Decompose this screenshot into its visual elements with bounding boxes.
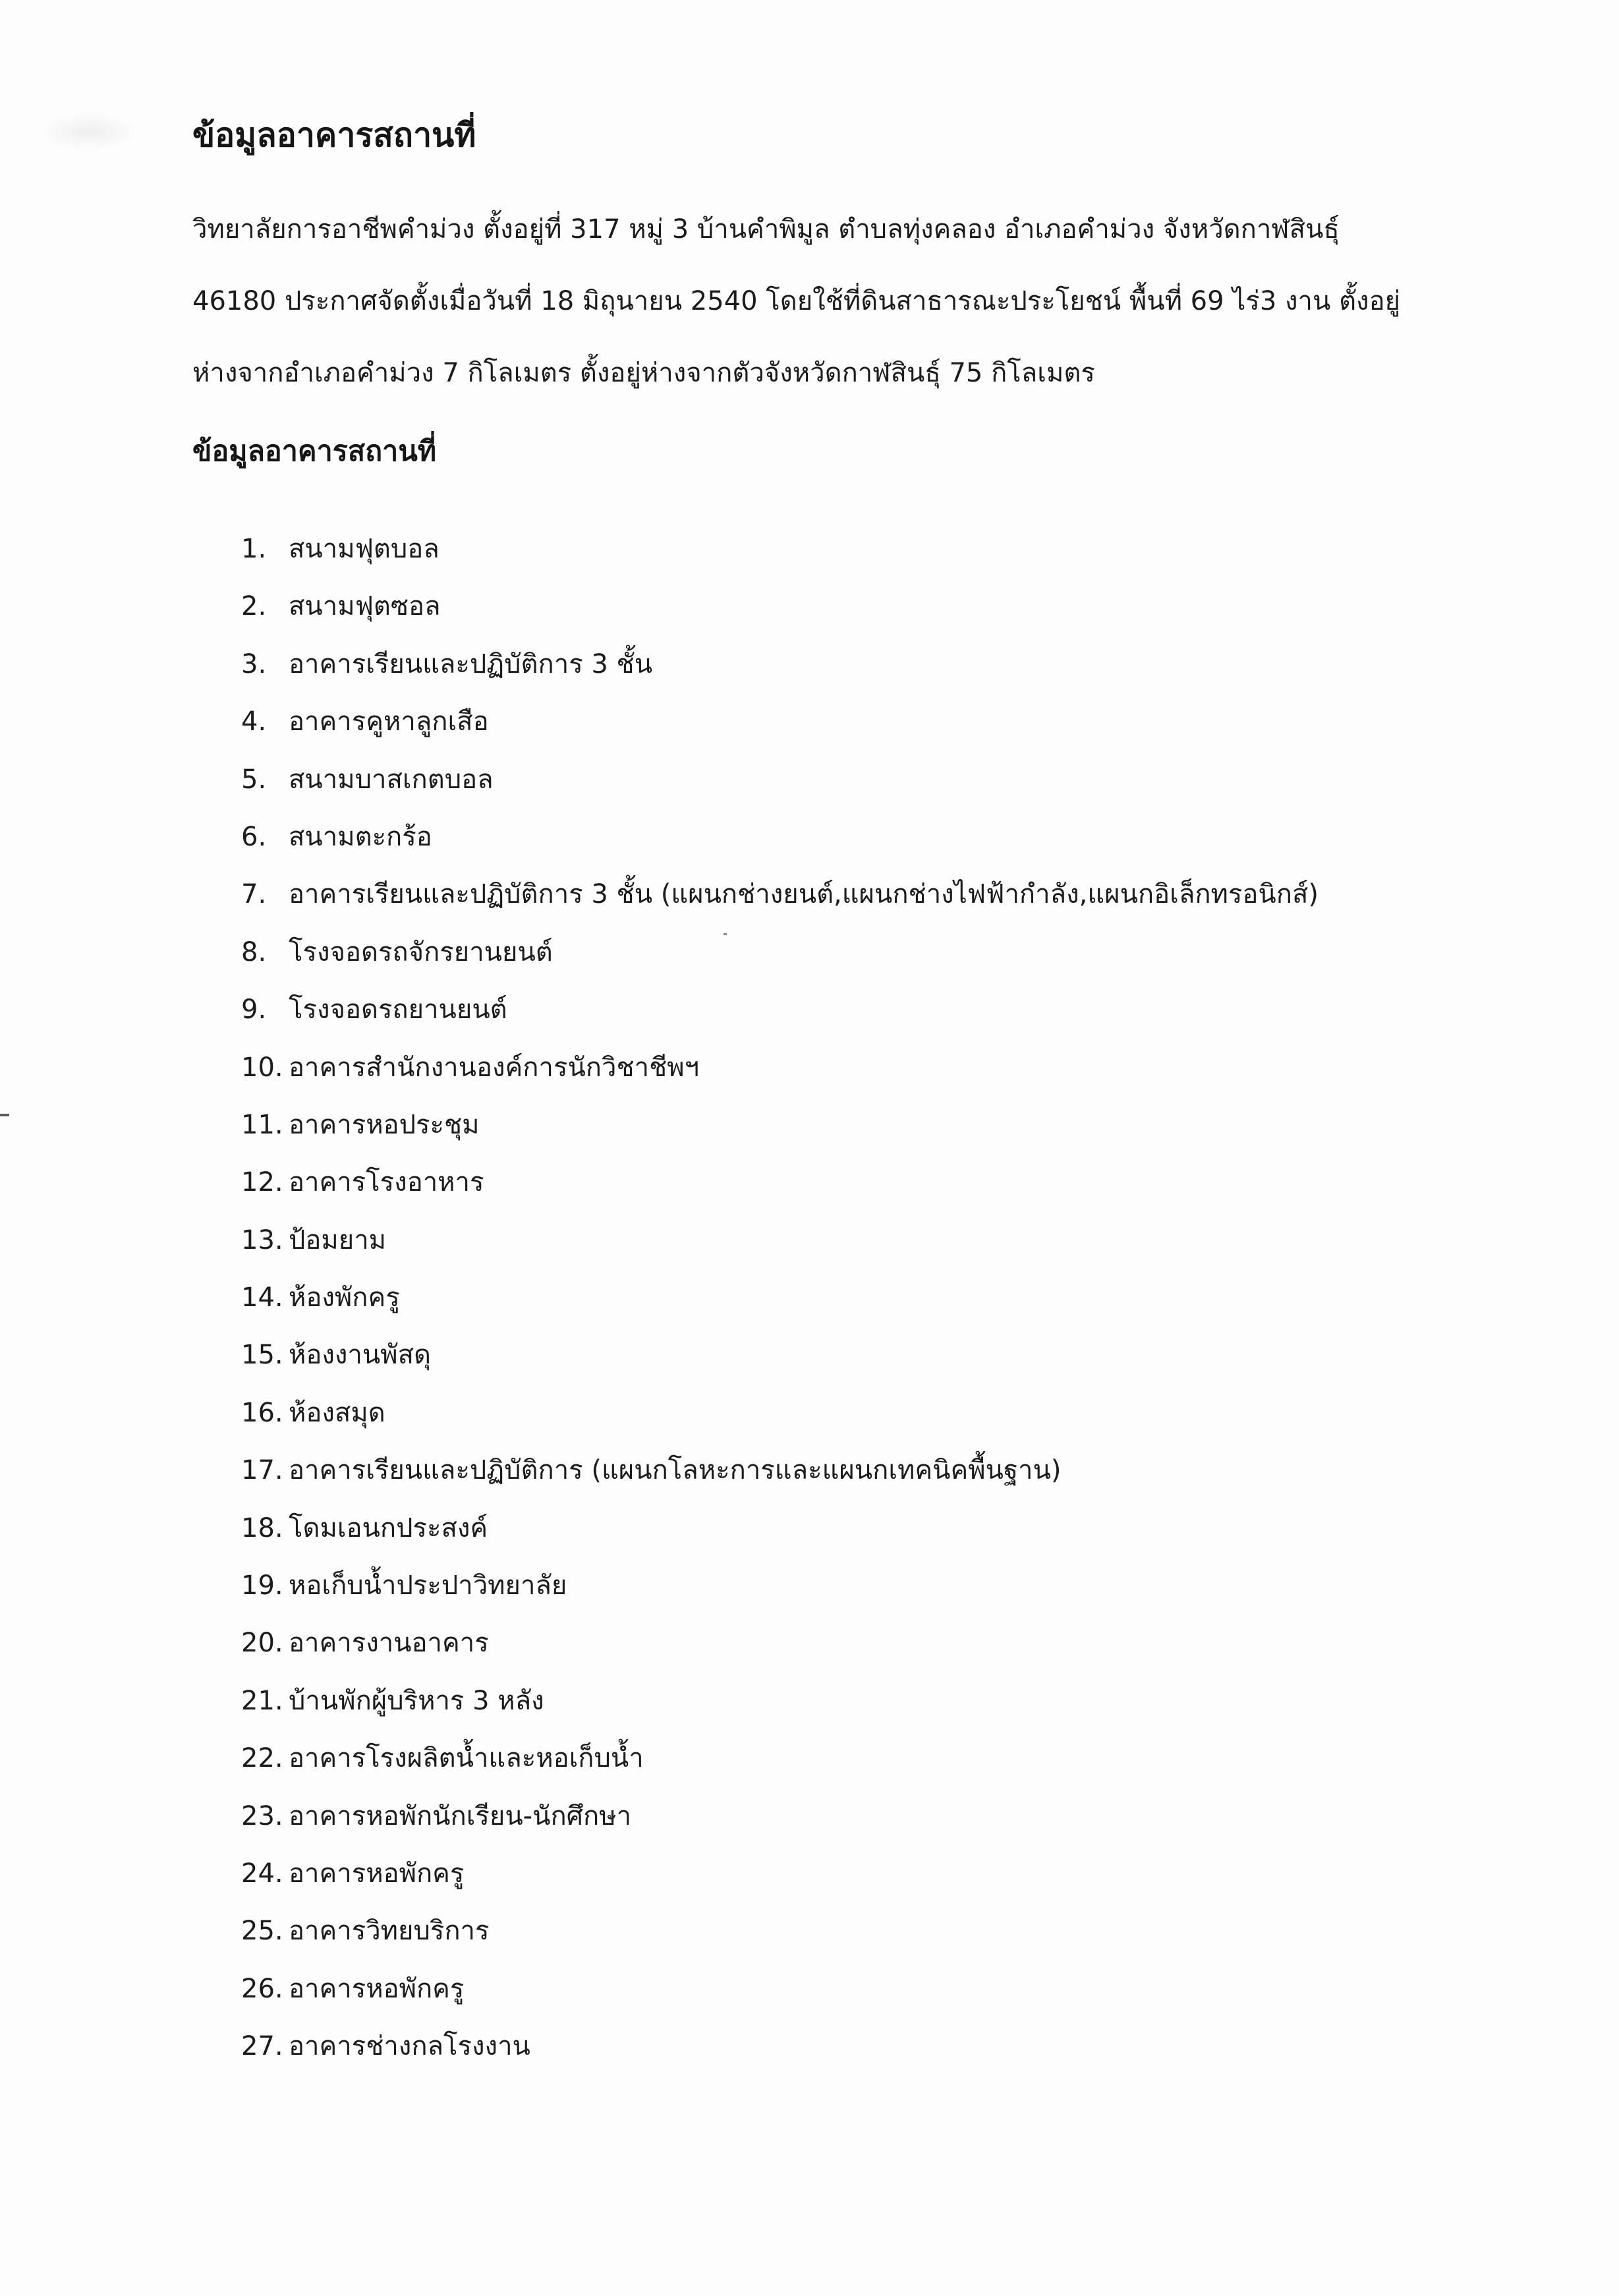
- list-item: [241, 702, 1319, 759]
- list-item: [241, 933, 1319, 990]
- intro-paragraph: [192, 210, 1444, 425]
- list-item: [241, 1048, 1319, 1105]
- item-number: 19.: [241, 1570, 283, 1601]
- item-text: อาคารวิทยบริการ: [289, 1916, 490, 1947]
- item-text: โรงจอดรถจักรยานยนต์: [289, 936, 553, 967]
- item-text: อาคารเรียนและปฏิบัติการ 3 ชั้น: [289, 648, 653, 679]
- list-item: [241, 1393, 1319, 1450]
- item-text: ห้องพักครู: [289, 1282, 400, 1313]
- list-item: [241, 1335, 1319, 1392]
- intro-line: วิทยาลัยการอาชีพคำม่วง ตั้งอยู่ที่ 317 หมู่ 3 บ้านคำพิมูล ตำบลทุ่งคลอง อำเภอคำม่วง จังหวัดกาฬสินธุ์: [192, 214, 1340, 244]
- item-text: สนามฟุตบอล: [289, 534, 440, 564]
- scan-smudge: [40, 112, 138, 152]
- intro-line: 46180 ประกาศจัดตั้งเมื่อวันที่ 18 มิถุนายน 2540 โดยใช้ที่ดินสาธารณะประโยชน์ พื้นที่ 69 ไร่3 งาน ตั้งอยู่: [192, 286, 1401, 316]
- item-number: 14.: [241, 1282, 283, 1313]
- item-text: อาคารโรงอาหาร: [289, 1167, 484, 1198]
- item-number: 4.: [241, 706, 267, 737]
- list-item: [241, 1623, 1319, 1680]
- item-number: 6.: [241, 821, 267, 852]
- item-text: อาคารหอพักนักเรียน-นักศึกษา: [289, 1800, 632, 1831]
- item-text: ป้อมยาม: [289, 1224, 387, 1255]
- list-item: [241, 1278, 1319, 1335]
- item-number: 11.: [241, 1109, 283, 1140]
- item-text: อาคารโรงผลิตน้ำและหอเก็บน้ำ: [289, 1743, 644, 1774]
- item-text: อาคารช่างกลโรงงาน: [289, 2031, 530, 2062]
- scan-edge-mark: [0, 1114, 9, 1116]
- item-number: 23.: [241, 1800, 283, 1831]
- building-list: [241, 529, 1319, 2084]
- item-text: โรงจอดรถยานยนต์: [289, 994, 507, 1025]
- item-text: อาคารงานอาคาร: [289, 1628, 489, 1659]
- item-number: 21.: [241, 1685, 283, 1716]
- item-text: อาคารสำนักงานองค์การนักวิชาชีพฯ: [289, 1052, 700, 1083]
- section-heading: ข้อมูลอาคารสถานที่: [192, 435, 437, 468]
- item-number: 2.: [241, 591, 267, 622]
- list-item: [241, 760, 1319, 817]
- item-number: 26.: [241, 1973, 283, 2004]
- item-text: บ้านพักผู้บริหาร 3 หลัง: [289, 1685, 544, 1716]
- scan-dust-dot: [724, 933, 727, 935]
- item-text: อาคารหอพักครู: [289, 1973, 465, 2004]
- list-item: [241, 645, 1319, 702]
- item-number: 1.: [241, 534, 267, 564]
- item-text: โดมเอนกประสงค์: [289, 1512, 488, 1543]
- item-number: 8.: [241, 936, 267, 967]
- list-item: [241, 1105, 1319, 1162]
- list-item: [241, 1220, 1319, 1278]
- item-number: 25.: [241, 1916, 283, 1947]
- list-item: [241, 587, 1319, 644]
- list-item: [241, 1969, 1319, 2026]
- list-item: [241, 1854, 1319, 1911]
- item-text: อาคารเรียนและปฏิบัติการ 3 ชั้น (แผนกช่างยนต์,แผนกช่างไฟฟ้ากำลัง,แผนกอิเล็กทรอนิกส์): [289, 879, 1319, 910]
- item-text: สนามฟุตซอล: [289, 591, 441, 622]
- page-title: ข้อมูลอาคารสถานที่: [192, 116, 476, 154]
- item-number: 7.: [241, 879, 267, 910]
- item-number: 10.: [241, 1052, 283, 1083]
- item-number: 24.: [241, 1858, 283, 1889]
- item-text: ห้องงานพัสดุ: [289, 1340, 432, 1371]
- item-text: หอเก็บน้ำประปาวิทยาลัย: [289, 1570, 567, 1601]
- item-number: 20.: [241, 1628, 283, 1659]
- item-text: สนามบาสเกตบอล: [289, 764, 494, 795]
- list-item: [241, 1450, 1319, 1508]
- item-text: อาคารเรียนและปฏิบัติการ (แผนกโลหะการและแผนกเทคนิคพื้นฐาน): [289, 1455, 1062, 1486]
- list-item: [241, 2026, 1319, 2084]
- item-number: 17.: [241, 1455, 283, 1486]
- item-text: ห้องสมุด: [289, 1397, 385, 1428]
- item-text: อาคารคูหาลูกเสือ: [289, 706, 489, 737]
- item-text: สนามตะกร้อ: [289, 821, 432, 852]
- item-number: 22.: [241, 1743, 283, 1774]
- intro-line: ห่างจากอำเภอคำม่วง 7 กิโลเมตร ตั้งอยู่ห่างจากตัวจังหวัดกาฬสินธุ์ 75 กิโลเมตร: [192, 358, 1095, 388]
- list-item: [241, 875, 1319, 932]
- item-text: อาคารหอประชุม: [289, 1109, 480, 1140]
- list-item: [241, 990, 1319, 1047]
- list-item: [241, 529, 1319, 587]
- item-number: 18.: [241, 1512, 283, 1543]
- item-number: 5.: [241, 764, 267, 795]
- item-number: 15.: [241, 1340, 283, 1371]
- item-number: 3.: [241, 648, 267, 679]
- list-item: [241, 1508, 1319, 1566]
- list-item: [241, 817, 1319, 875]
- list-item: [241, 1566, 1319, 1623]
- list-item: [241, 1738, 1319, 1796]
- item-number: 9.: [241, 994, 267, 1025]
- list-item: [241, 1911, 1319, 1968]
- item-text: อาคารหอพักครู: [289, 1858, 465, 1889]
- list-item: [241, 1162, 1319, 1220]
- list-item: [241, 1796, 1319, 1854]
- item-number: 12.: [241, 1167, 283, 1198]
- item-number: 27.: [241, 2031, 283, 2062]
- item-number: 16.: [241, 1397, 283, 1428]
- item-number: 13.: [241, 1224, 283, 1255]
- list-item: [241, 1681, 1319, 1738]
